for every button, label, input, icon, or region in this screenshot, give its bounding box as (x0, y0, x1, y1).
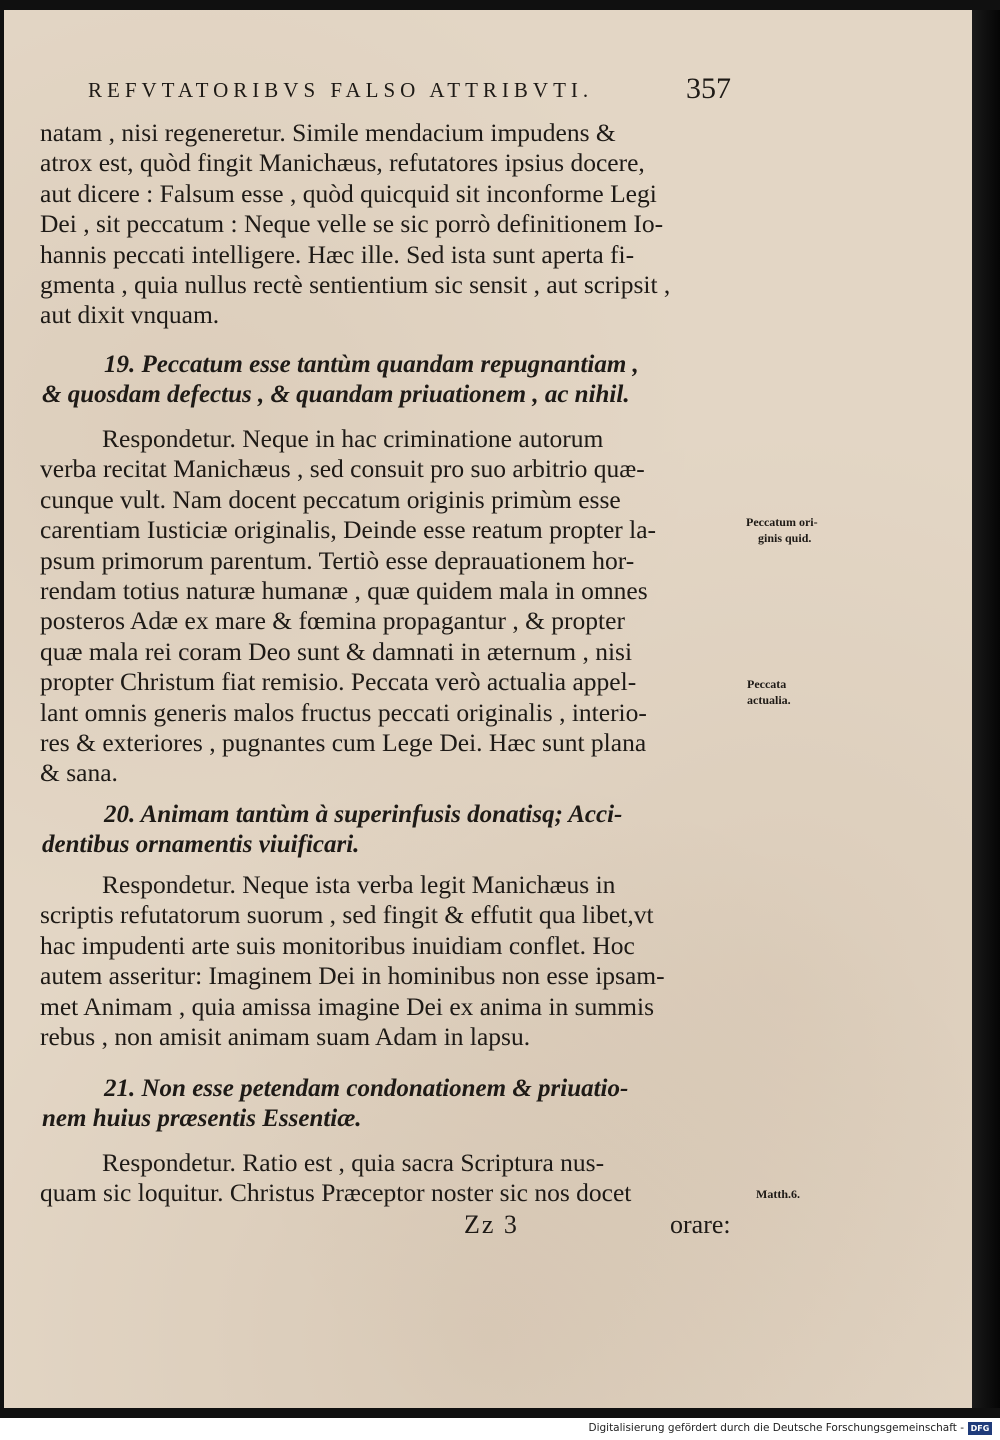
text-line: natam , nisi regeneretur. Simile mendacium impudens & (40, 118, 616, 147)
footer-credit: Digitalisierung gefördert durch die Deutsche Forschungsgemeinschaft - (588, 1422, 964, 1434)
footer-bar (0, 1419, 1000, 1440)
margin-note-peccatum-originis (746, 514, 818, 546)
heading-line: & quosdam defectus , & quandam priuationem , ac nihil. (42, 381, 630, 409)
note-line: ginis quid. (758, 531, 812, 545)
margin-note-peccata-actualia (747, 676, 791, 708)
text-line: cunque vult. Nam docent peccatum originis primùm esse (40, 484, 621, 514)
text-line: psum primorum parentum. Tertiò esse deprauationem hor- (40, 545, 635, 575)
text-line: hannis peccati intelligere. Hæc ille. Sed ista sunt aperta fi- (40, 239, 635, 269)
text-line: Dei , sit peccatum : Neque velle se sic porrò definitionem Io- (40, 209, 664, 239)
section-heading-19 (42, 350, 639, 411)
running-title: REFVTATORIBVS FALSO ATTRIBVTI. (88, 78, 594, 102)
text-line: rebus , non amisit animam suam Adam in lapsu. (40, 1021, 531, 1051)
text-line: aut dixit vnquam. (40, 300, 220, 330)
note-line: actualia. (747, 693, 791, 707)
text-line: quæ mala rei coram Deo sunt & damnati in æternum , nisi (40, 636, 633, 666)
heading-line: 20. Animam tantùm à superinfusis donatisq; Acci- (104, 801, 623, 828)
text-line: gmenta , quia nullus rectè sentientium sic sensit , aut scripsit , (40, 269, 671, 299)
page-number: 357 (686, 72, 731, 105)
text-line: scriptis refutatorum suorum , sed fingit & effutit qua libet,vt (40, 900, 654, 930)
section-heading-21 (42, 1074, 629, 1135)
heading-line: 19. Peccatum esse tantùm quandam repugnantiam , (104, 351, 639, 378)
text-line: & sana. (40, 758, 118, 788)
text-line: met Animam , quia amissa imagine Dei ex anima in summis (40, 991, 655, 1021)
text-line: Respondetur. Neque in hac criminatione autorum (102, 424, 604, 453)
heading-line: dentibus ornamentis viuificari. (42, 831, 360, 859)
paragraph-19 (40, 424, 656, 789)
text-line: Respondetur. Neque ista verba legit Manichæus in (102, 870, 616, 899)
text-line: autem asseritur: Imaginem Dei in hominibus non esse ipsam- (40, 961, 665, 991)
section-heading-20 (42, 800, 623, 861)
heading-line: 21. Non esse petendam condonationem & priuatio- (104, 1075, 629, 1102)
text-line: posteros Adæ ex mare & fœmina propagantur , & propter (40, 606, 625, 636)
text-line: atrox est, quòd fingit Manichæus, refutatores ipsius docere, (40, 148, 645, 178)
paragraph-21 (40, 1148, 631, 1209)
text-line: Respondetur. Ratio est , quia sacra Scriptura nus- (102, 1148, 605, 1177)
page-edge (972, 10, 1000, 1408)
paragraph-20 (40, 870, 665, 1052)
note-line: Peccatum ori- (746, 515, 818, 529)
text-line: propter Christum fiat remisio. Peccata verò actualia appel- (40, 667, 637, 697)
signature-mark: Zz 3 (464, 1210, 519, 1239)
heading-line: nem huius præsentis Essentiæ. (42, 1105, 362, 1133)
paragraph-continuation (40, 118, 670, 331)
text-line: res & exteriores , pugnantes cum Lege Dei. Hæc sunt plana (40, 727, 647, 757)
text-line: lant omnis generis malos fructus peccati originalis , interio- (40, 697, 647, 727)
text-line: aut dicere : Falsum esse , quòd quicquid sit inconforme Legi (40, 178, 657, 208)
dfg-logo-icon: DFG (968, 1422, 992, 1435)
text-line: carentiam Iusticiæ originalis, Deinde esse reatum propter la- (40, 515, 657, 545)
note-line: Peccata (747, 677, 787, 691)
text-line: verba recitat Manichæus , sed consuit pro suo arbitrio quæ- (40, 454, 645, 484)
text-line: quam sic loquitur. Christus Præceptor noster sic nos docet (40, 1178, 632, 1208)
text-line: hac impudenti arte suis monitoribus inuidiam conflet. Hoc (40, 930, 635, 960)
text-line: rendam totius naturæ humanæ , quæ quidem mala in omnes (40, 575, 648, 605)
margin-note-matthew: Matth.6. (756, 1187, 800, 1201)
catchword: orare: (670, 1210, 731, 1239)
